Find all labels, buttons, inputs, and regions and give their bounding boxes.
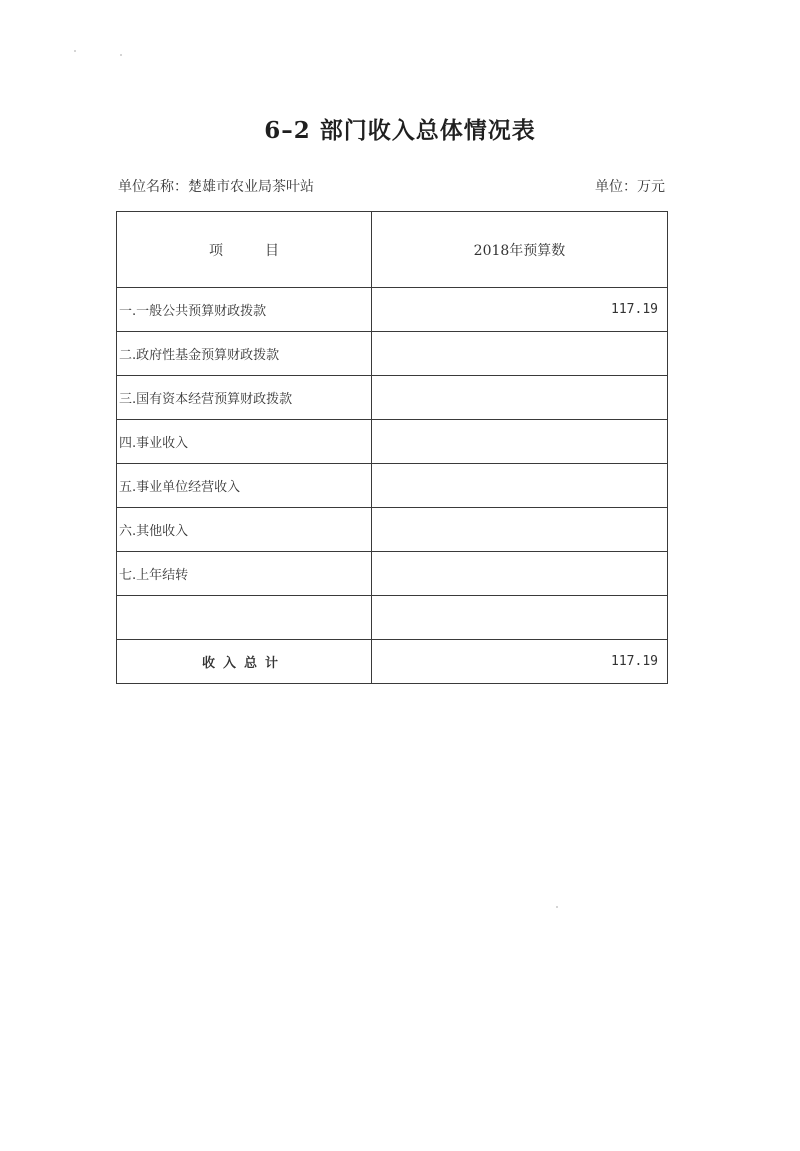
row-item: 四.事业收入 <box>117 420 372 464</box>
table-row <box>117 332 668 376</box>
table-row <box>117 596 668 640</box>
row-value <box>372 376 668 420</box>
row-value <box>372 552 668 596</box>
row-item: 五.事业单位经营收入 <box>117 464 372 508</box>
total-label: 收入总计 <box>117 640 372 684</box>
row-item: 六.其他收入 <box>117 508 372 552</box>
row-item: 三.国有资本经营预算财政拨款 <box>117 376 372 420</box>
row-item <box>117 596 372 640</box>
table-row <box>117 552 668 596</box>
column-header-item: 项 目 <box>117 212 372 288</box>
row-item: 七.上年结转 <box>117 552 372 596</box>
row-value <box>372 332 668 376</box>
total-row <box>117 640 668 684</box>
table-header-row <box>117 212 668 288</box>
column-header-budget: 2018年预算数 <box>372 212 668 288</box>
table-row <box>117 420 668 464</box>
income-table <box>116 211 668 684</box>
row-value: 117.19 <box>372 288 668 332</box>
scan-speck <box>74 50 76 52</box>
table-row <box>117 288 668 332</box>
table-row <box>117 508 668 552</box>
row-value <box>372 420 668 464</box>
scan-speck <box>556 906 558 908</box>
row-value <box>372 596 668 640</box>
row-item: 一.一般公共预算财政拨款 <box>117 288 372 332</box>
unit-label: 单位：万元 <box>595 179 665 195</box>
total-value: 117.19 <box>372 640 668 684</box>
table-row <box>117 376 668 420</box>
row-value <box>372 464 668 508</box>
scan-speck <box>120 54 122 56</box>
row-value <box>372 508 668 552</box>
table-row <box>117 464 668 508</box>
unit-name: 单位名称：楚雄市农业局茶叶站 <box>118 179 314 195</box>
page-title: 6–2 部门收入总体情况表 <box>264 117 536 144</box>
row-item: 二.政府性基金预算财政拨款 <box>117 332 372 376</box>
